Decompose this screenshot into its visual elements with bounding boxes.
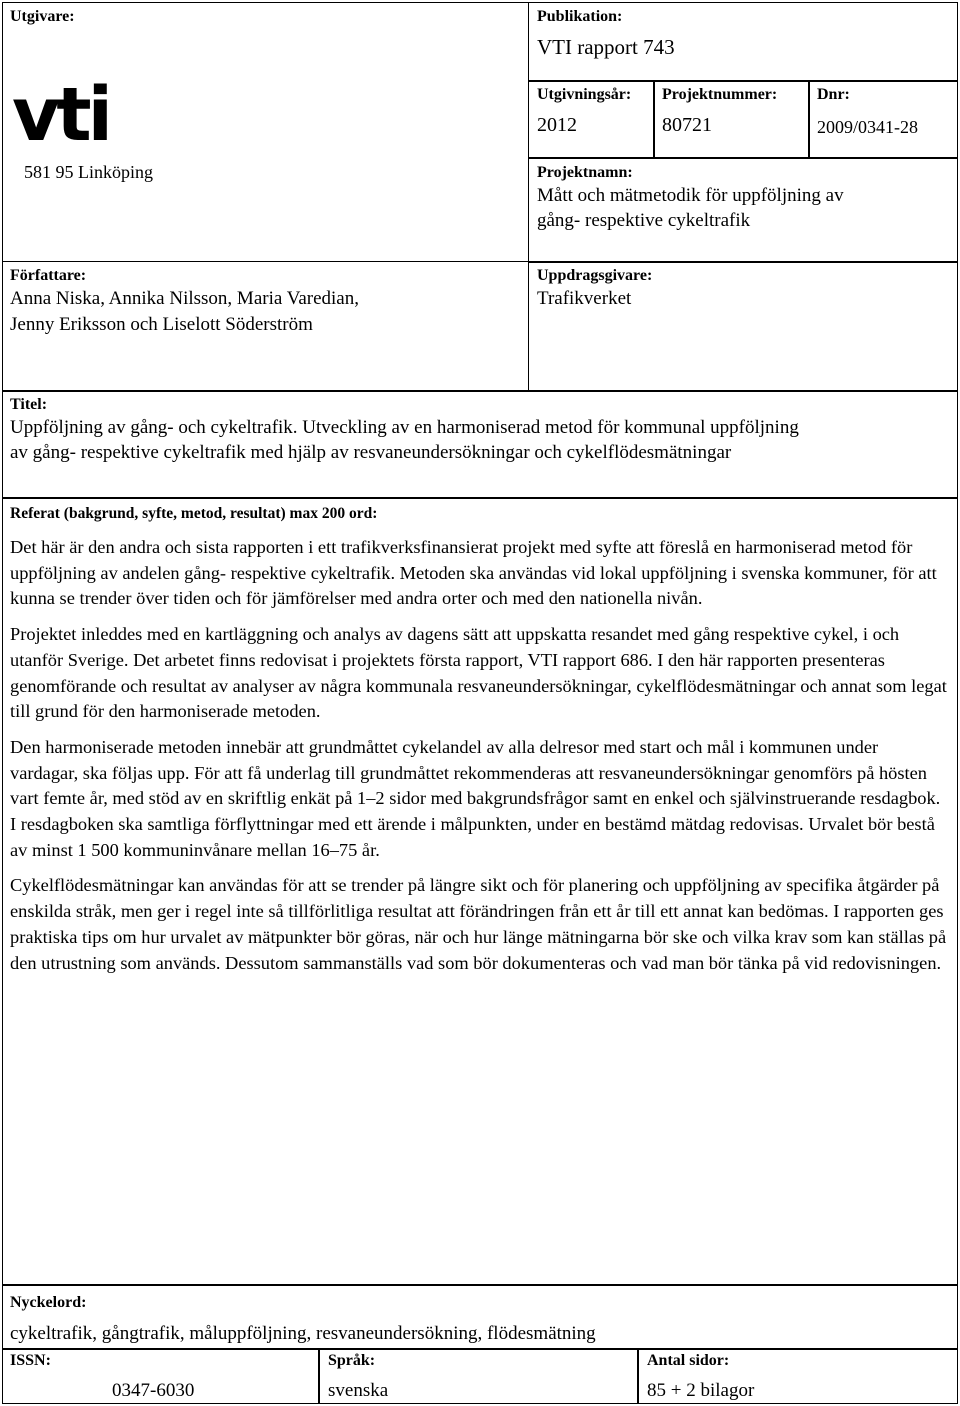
language-value: svenska [328, 1380, 389, 1401]
title-label: Titel: [10, 396, 48, 413]
authors-line-1: Anna Niska, Annika Nilsson, Maria Varedian, [10, 288, 359, 309]
dnr-value: 2009/0341-28 [817, 117, 918, 137]
authors-label: Författare: [10, 267, 87, 284]
project-name-line-1: Mått och mätmetodik för uppföljning av [537, 185, 844, 206]
project-number-value: 80721 [662, 114, 712, 136]
project-number-label: Projektnummer: [662, 86, 778, 103]
keywords-label: Nyckelord: [10, 1294, 87, 1311]
title-line-1: Uppföljning av gång- och cykeltrafik. Utveckling av en harmoniserad metod för kommunal uppföljning [10, 417, 799, 438]
keywords-value: cykeltrafik, gångtrafik, måluppföljning, resvaneundersökning, flödesmätning [10, 1323, 596, 1344]
issn-label: ISSN: [10, 1352, 51, 1369]
publisher-label: Utgivare: [10, 8, 75, 25]
title-line-2: av gång- respektive cykeltrafik med hjälp av resvaneundersökningar och cykelflödesmätningar [10, 442, 732, 463]
abstract-label: Referat (bakgrund, syfte, metod, resultat) max 200 ord: [10, 505, 378, 522]
publisher-address: 581 95 Linköping [24, 162, 153, 182]
pages-label: Antal sidor: [647, 1352, 730, 1369]
client-label: Uppdragsgivare: [537, 267, 653, 284]
client-value: Trafikverket [537, 288, 632, 309]
authors-line-2: Jenny Eriksson och Liselott Söderström [10, 314, 313, 335]
project-name-label: Projektnamn: [537, 164, 633, 181]
publication-value: VTI rapport 743 [537, 35, 675, 59]
vti-logo: vti [12, 72, 109, 158]
abstract-paragraph-4: Cykelflödesmätningar kan användas för att se trender på längre sikt och för planering och uppföljning av specifika åtgärder på enskilda stråk, men ger i regel inte så tillförlitliga resultat att förändringen från ett år till ett annat kan bedömas. I rapporten ges praktiska tips om hur urvalet av mätpunkter bör göras, när och hur länge mätningarna bör ske och vilka krav som kan ställas på den utrustning som används. Dessutom sammanställs vad som bör dokumenteras och vad man bör tänka på vid redovisningen. [10, 875, 947, 973]
issn-value: 0347-6030 [112, 1380, 195, 1401]
publication-label: Publikation: [537, 8, 623, 25]
abstract-paragraph-3: Den harmoniserade metoden innebär att grundmåttet cykelandel av alla delresor med start och mål i kommunen under vardagar, ska följas upp. För att få underlag till grundmåttet rekommenderas att resvaneundersökningar genomförs på hösten vart femte år, med stöd av en skriftlig enkät på 1–2 sidor med bakgrundsfrågor samt en enkel och självinstruerande resdagbok. I resdagboken ska samtliga förflyttningar med ett ärende i målpunkten, under en bestämd mätdag redovisas. Urvalet bör bestå av minst 1 500 kommuninvånare mellan 16–75 år. [10, 736, 941, 860]
abstract-body [10, 535, 948, 986]
pages-value: 85 + 2 bilagor [647, 1380, 755, 1401]
project-name-line-2: gång- respektive cykeltrafik [537, 210, 751, 231]
year-label: Utgivningsår: [537, 86, 632, 103]
language-label: Språk: [328, 1352, 376, 1369]
abstract-paragraph-2: Projektet inleddes med en kartläggning och analys av dagens sätt att uppskatta resandet med gång respektive cykel, i och utanför Sverige. Det arbetet finns redovisat i projektets första rapport, VTI rapport 686. I den här rapporten presenteras genomförande och resultat av analyser av några kommunala resvaneundersökningar, cykelflödesmätningar och annat som legat till grund för den harmoniserade metoden. [10, 624, 947, 722]
year-value: 2012 [537, 114, 577, 136]
abstract-paragraph-1: Det här är den andra och sista rapporten i ett trafikverksfinansierat projekt med syfte att föreslå en harmoniserad metod för uppföljning av andelen gång- respektive cykeltrafik. Metoden ska användas vid lokal uppföljning i svenska kommuner, för att kunna se trender över tiden och för jämförelser med andra orter och med den nationella nivån. [10, 537, 937, 609]
dnr-label: Dnr: [817, 86, 850, 103]
